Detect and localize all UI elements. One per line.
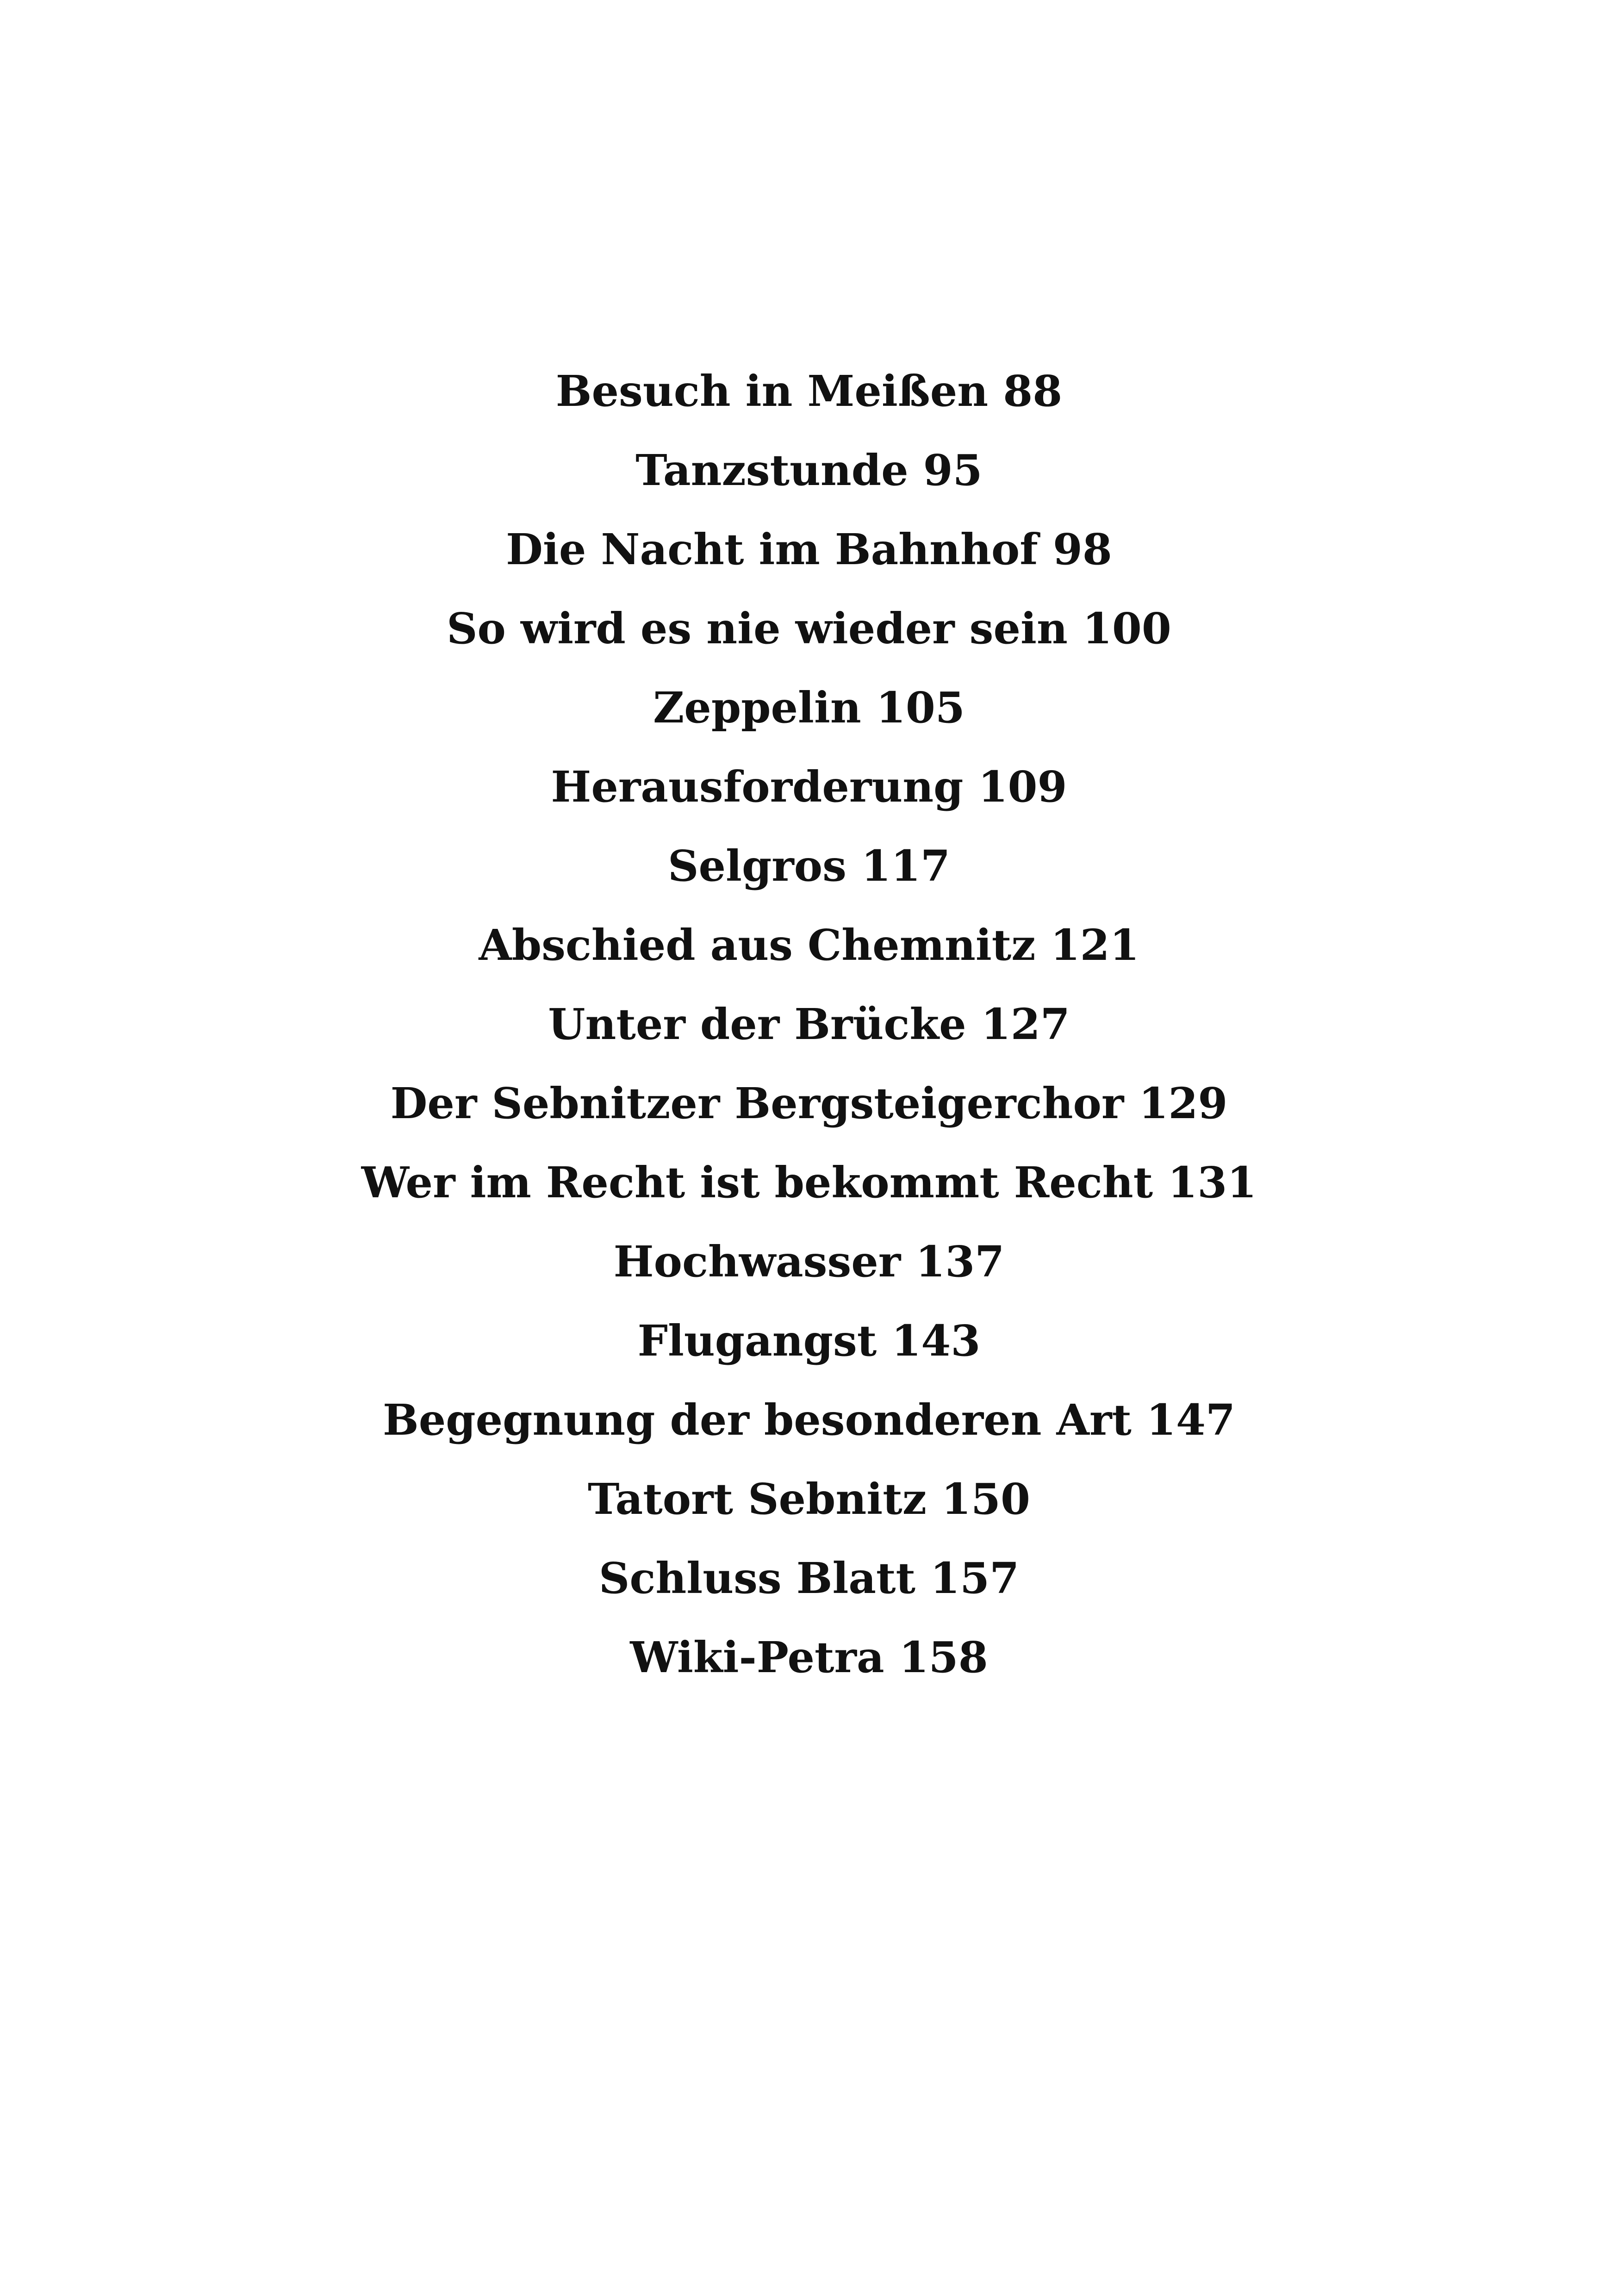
toc-entry: Wiki-Petra 158 — [630, 1632, 988, 1682]
toc-entry: Zeppelin 105 — [653, 683, 965, 733]
table-of-contents — [0, 352, 1618, 1697]
toc-entry: Der Sebnitzer Bergsteigerchor 129 — [390, 1078, 1228, 1128]
toc-entry: Herausforderung 109 — [551, 762, 1067, 812]
toc-entry: Selgros 117 — [668, 841, 950, 891]
toc-entry: Wer im Recht ist bekommt Recht 131 — [361, 1157, 1257, 1207]
toc-entry: Schluss Blatt 157 — [598, 1553, 1020, 1603]
toc-entry: Flugangst 143 — [637, 1316, 981, 1366]
toc-entry: Besuch in Meißen 88 — [555, 366, 1063, 416]
toc-entry: Unter der Brücke 127 — [548, 999, 1070, 1049]
toc-entry: Tanzstunde 95 — [635, 445, 983, 495]
toc-entry: Die Nacht im Bahnhof 98 — [506, 524, 1112, 574]
toc-entry: Abschied aus Chemnitz 121 — [479, 920, 1139, 970]
toc-entry: Hochwasser 137 — [613, 1237, 1005, 1287]
toc-entry: Tatort Sebnitz 150 — [587, 1474, 1031, 1524]
toc-entry: Begegnung der besonderen Art 147 — [383, 1395, 1235, 1445]
toc-entry: So wird es nie wieder sein 100 — [447, 604, 1171, 653]
